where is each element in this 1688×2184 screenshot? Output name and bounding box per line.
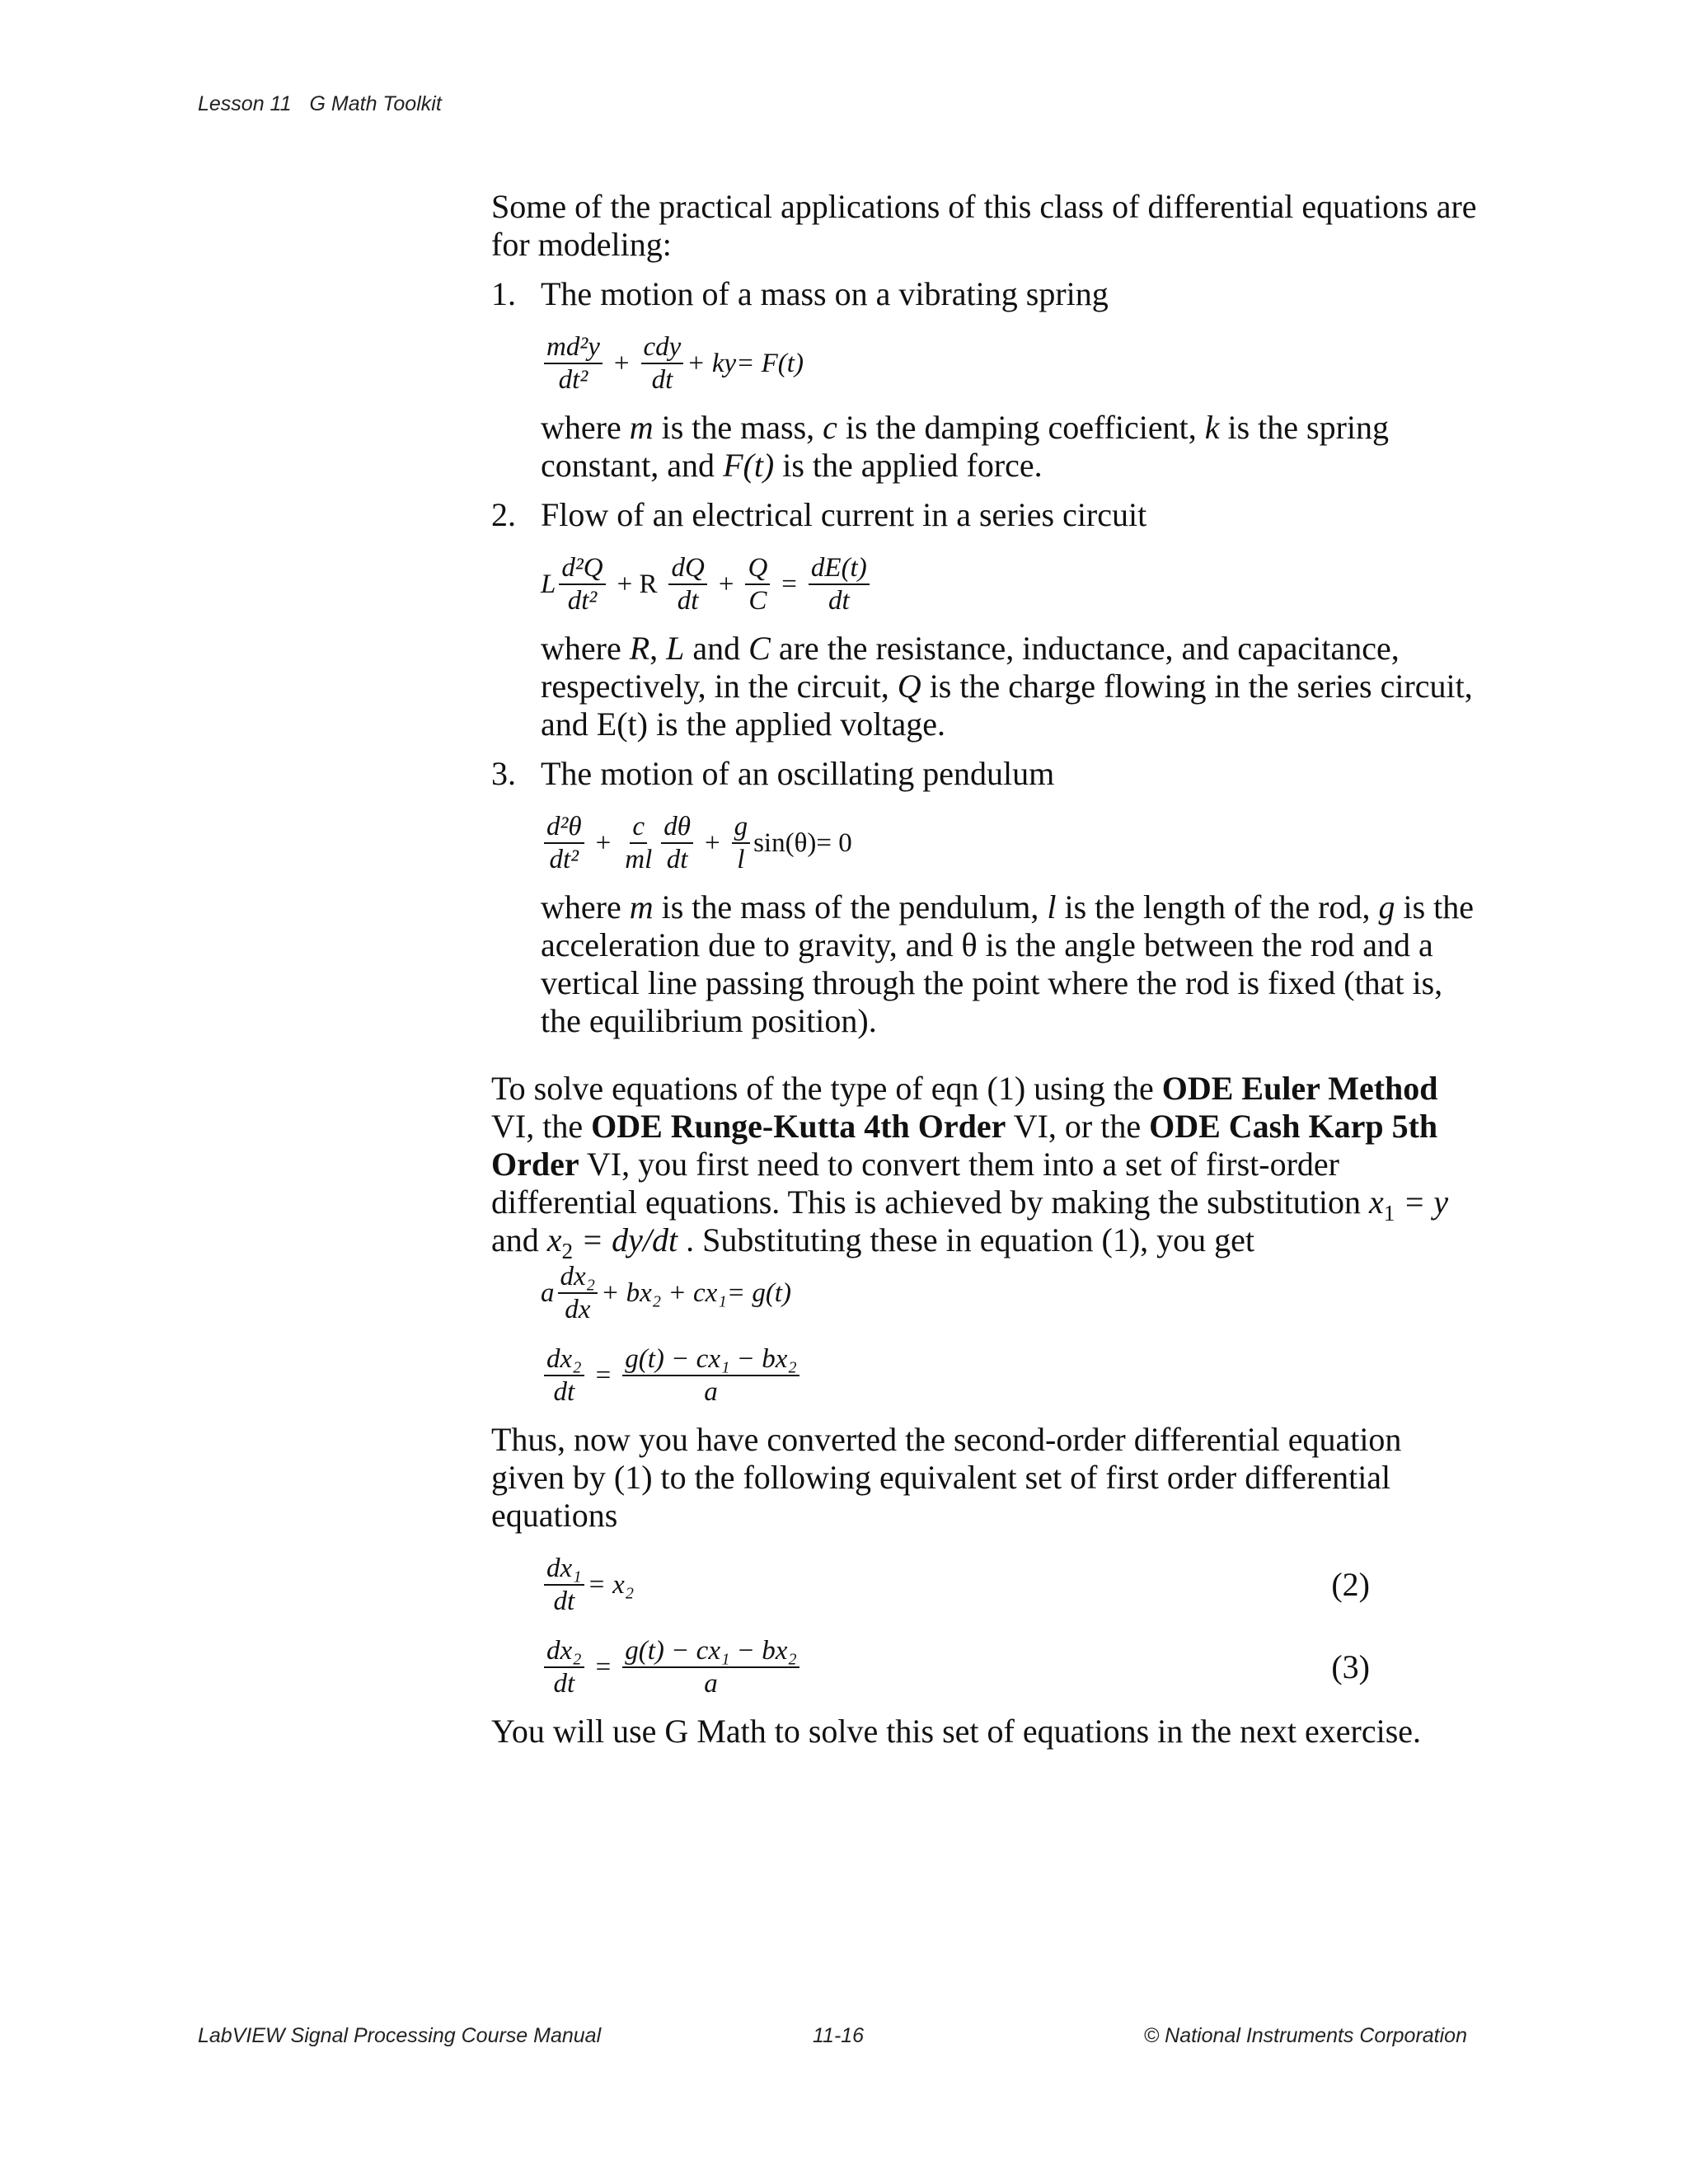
equation-rest: sin(θ)= 0 — [753, 828, 852, 858]
solve-paragraph: To solve equations of the type of eqn (1) using the ODE Euler Method VI, the ODE Runge-Kutta 4th Order VI, or the ODE Cash Karp 5th Order VI, you first need to convert them into a set of first-order differential equations. This is achieved by making the substitution $x_1 = y$ and $x_2 = dy/dt$ . Substituting these in equation (1), you get — [491, 1070, 1449, 1263]
item-description: where m is the mass, c is the damping coefficient, k is the spring constant, and F(t) is the applied force. — [541, 409, 1390, 484]
item-title: The motion of an oscillating pendulum — [541, 755, 1055, 792]
equation-pendulum: $\frac{\text{d²θ}}{\text{dt²}}$ + $\frac{c}{ml}$ $\frac{d\theta}{dt}$ + $\frac{g}{l}$ sin(θ)= 0 — [541, 811, 1480, 875]
fraction: $\frac{dQ}{dt}$ — [668, 552, 706, 616]
fraction: $\frac{c}{ml}$ — [625, 812, 653, 874]
intro-paragraph: Some of the practical applications of this class of differential equations are for modeling: — [491, 188, 1477, 263]
list-item-circuit — [491, 496, 1480, 743]
equation-circuit: L $\frac{\text{d²Q}}{\text{dt²}}$ + R $\frac{dQ}{dt}$ + $\frac{Q}{C}$ = $\frac{dE(t)}{dt}$ — [541, 552, 1480, 616]
equation-substituted: a $\frac{\text{dx₂}}{dx}$ + bx₂ + cx₁= g(t) — [541, 1262, 791, 1324]
footer-page-number: 11-16 — [813, 2024, 865, 2047]
fraction: $\frac{d\theta}{dt}$ — [661, 811, 693, 875]
fraction: $\frac{\text{d²θ}}{\text{dt²}}$ — [544, 811, 584, 875]
fraction: $\frac{Q}{C}$ — [745, 552, 770, 616]
fraction: $\frac{\text{dx₂}}{dt}$ — [544, 1635, 584, 1699]
footer-copyright: © National Instruments Corporation — [1143, 2024, 1467, 2047]
equation-rearranged: $\frac{\text{dx₂}}{dt}$ = $\frac{\text{g(t) − cx₁ − bx₂}}{a}$ — [541, 1343, 1480, 1408]
fraction: $\frac{\text{dx₂}}{dx}$ — [558, 1261, 598, 1325]
item-description: where m is the mass of the pendulum, l is the length of the rod, g is the acceleration due to gravity, and θ is the angle between the rod and a vertical line passing through the point where the rod is fixed (that is, the equilibrium position). — [541, 888, 1475, 1039]
vi-name-euler: ODE Euler Method — [1161, 1070, 1438, 1107]
item-number: 2. — [491, 496, 516, 533]
running-header — [198, 92, 442, 116]
closing-paragraph: You will use G Math to solve this set of equations in the next exercise. — [491, 1713, 1422, 1750]
footer-manual-title: LabVIEW Signal Processing Course Manual — [198, 2024, 602, 2047]
item-description: where R, L and C are the resistance, inductance, and capacitance, respectively, in the circuit, Q is the charge flowing in the series circuit, and E(t) is the applied voltage. — [541, 630, 1473, 743]
list-item-pendulum — [491, 755, 1480, 1040]
fraction: $\frac{\text{dx₁}}{dt}$ — [544, 1553, 584, 1617]
lesson-label: Lesson 11 — [198, 92, 292, 115]
fraction: $\frac{\text{cdy}}{dt}$ — [641, 331, 684, 396]
equation-rest: + ky= F(t) — [687, 349, 804, 378]
fraction: $\frac{\text{d²Q}}{\text{dt²}}$ — [559, 552, 605, 616]
equation-spring: $\frac{\text{md²y}}{\text{dt²}}$ + $\frac{\text{cdy}}{dt}$ + ky= F(t) — [541, 331, 1480, 396]
fraction: $\frac{g}{l}$ — [732, 811, 751, 875]
fraction: $\frac{\text{md²y}}{\text{dt²}}$ — [544, 331, 603, 396]
item-number: 1. — [491, 275, 516, 312]
lesson-title: G Math Toolkit — [309, 92, 442, 115]
fraction: $\frac{dE(t)}{dt}$ — [809, 552, 870, 616]
vi-name-runge-kutta: ODE Runge-Kutta 4th Order — [591, 1108, 1006, 1145]
fraction: $\frac{\text{dx₂}}{dt}$ — [544, 1343, 584, 1408]
vi-name-cash-karp: ODE Cash Karp 5th Order — [491, 1108, 1438, 1183]
equation-number: (2) — [1331, 1566, 1370, 1603]
equation-number: (3) — [1331, 1648, 1370, 1685]
item-number: 3. — [491, 755, 516, 792]
fraction: $\frac{\text{g(t) − cx₁ − bx₂}}{a}$ — [622, 1635, 799, 1699]
fraction: $\frac{\text{g(t) − cx₁ − bx₂}}{a}$ — [622, 1343, 799, 1408]
equation-3: $\frac{\text{dx₂}}{dt}$ = $\frac{\text{g(t) − cx₁ − bx₂}}{a}$ (3) — [541, 1635, 1370, 1699]
item-title: The motion of a mass on a vibrating spring — [541, 275, 1109, 312]
equation-2: $\frac{\text{dx₁}}{dt}$ = x₂ (2) — [541, 1553, 1370, 1617]
page-content — [491, 188, 1480, 1750]
thus-paragraph: Thus, now you have converted the second-order differential equation given by (1) to the following equivalent set of first order differential equations — [491, 1421, 1402, 1534]
list-item-spring — [491, 275, 1480, 485]
item-title: Flow of an electrical current in a series circuit — [541, 496, 1147, 533]
